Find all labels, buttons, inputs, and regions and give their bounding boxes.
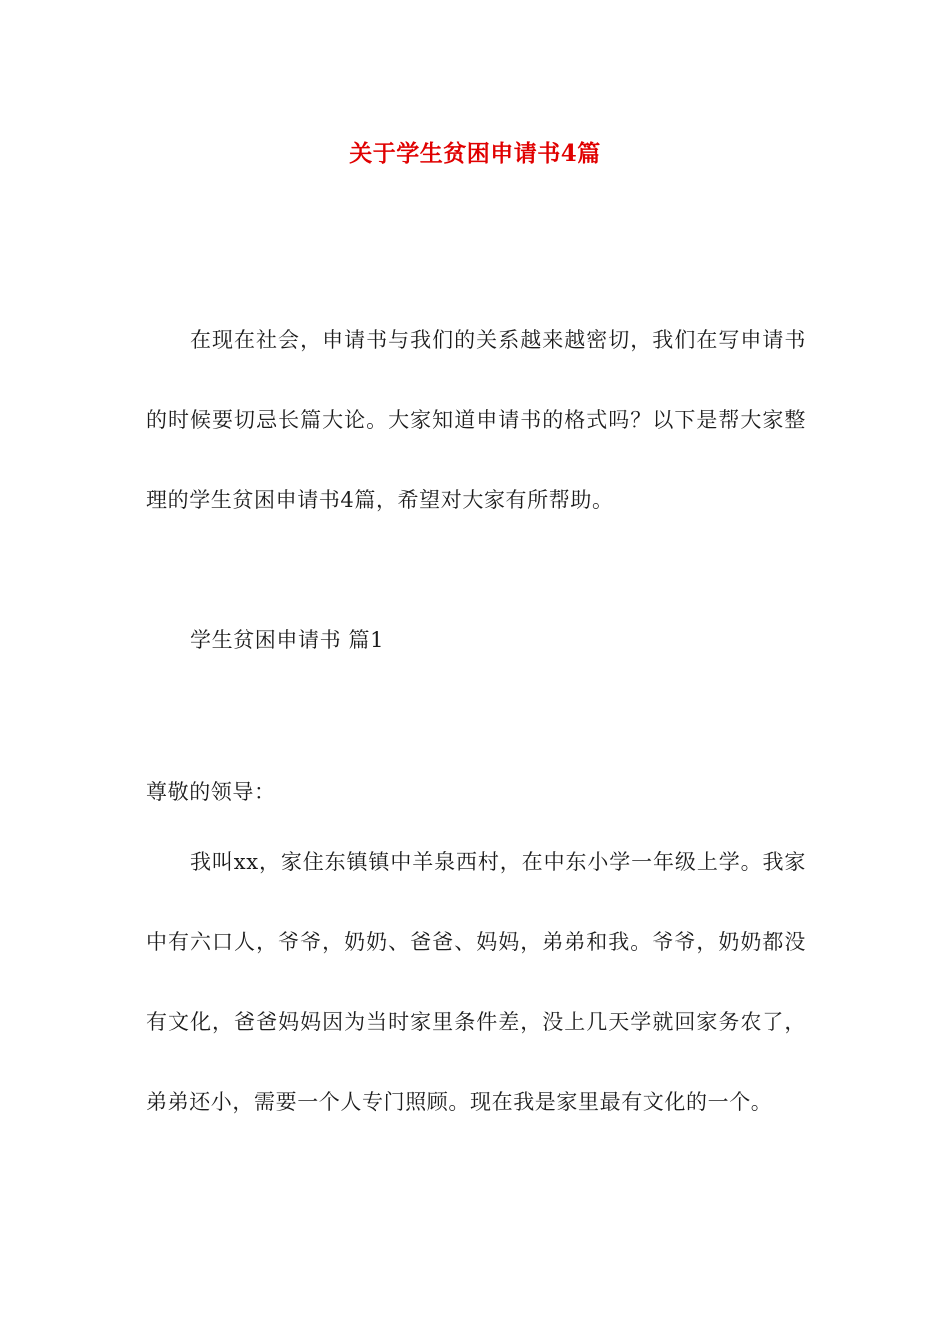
salutation: 尊敬的领导：	[146, 780, 276, 804]
document-title: 关于学生贫困申请书4篇	[349, 140, 601, 167]
intro-paragraph: 在现在社会，申请书与我们的关系越来越密切，我们在写申请书的时候要切忌长篇大论。大家知道申请书的格式吗？以下是帮大家整理的学生贫困申请书4篇，希望对大家有所帮助。	[146, 328, 806, 512]
section-heading: 学生贫困申请书 篇1	[190, 628, 385, 652]
body-paragraph: 我叫xx，家住东镇镇中羊泉西村，在中东小学一年级上学。我家中有六口人，爷爷，奶奶、爸爸、妈妈，弟弟和我。爷爷，奶奶都没有文化，爸爸妈妈因为当时家里条件差，没上几天学就回家务农了，弟弟还小，需要一个人专门照顾。现在我是家里最有文化的一个。	[146, 850, 806, 1114]
